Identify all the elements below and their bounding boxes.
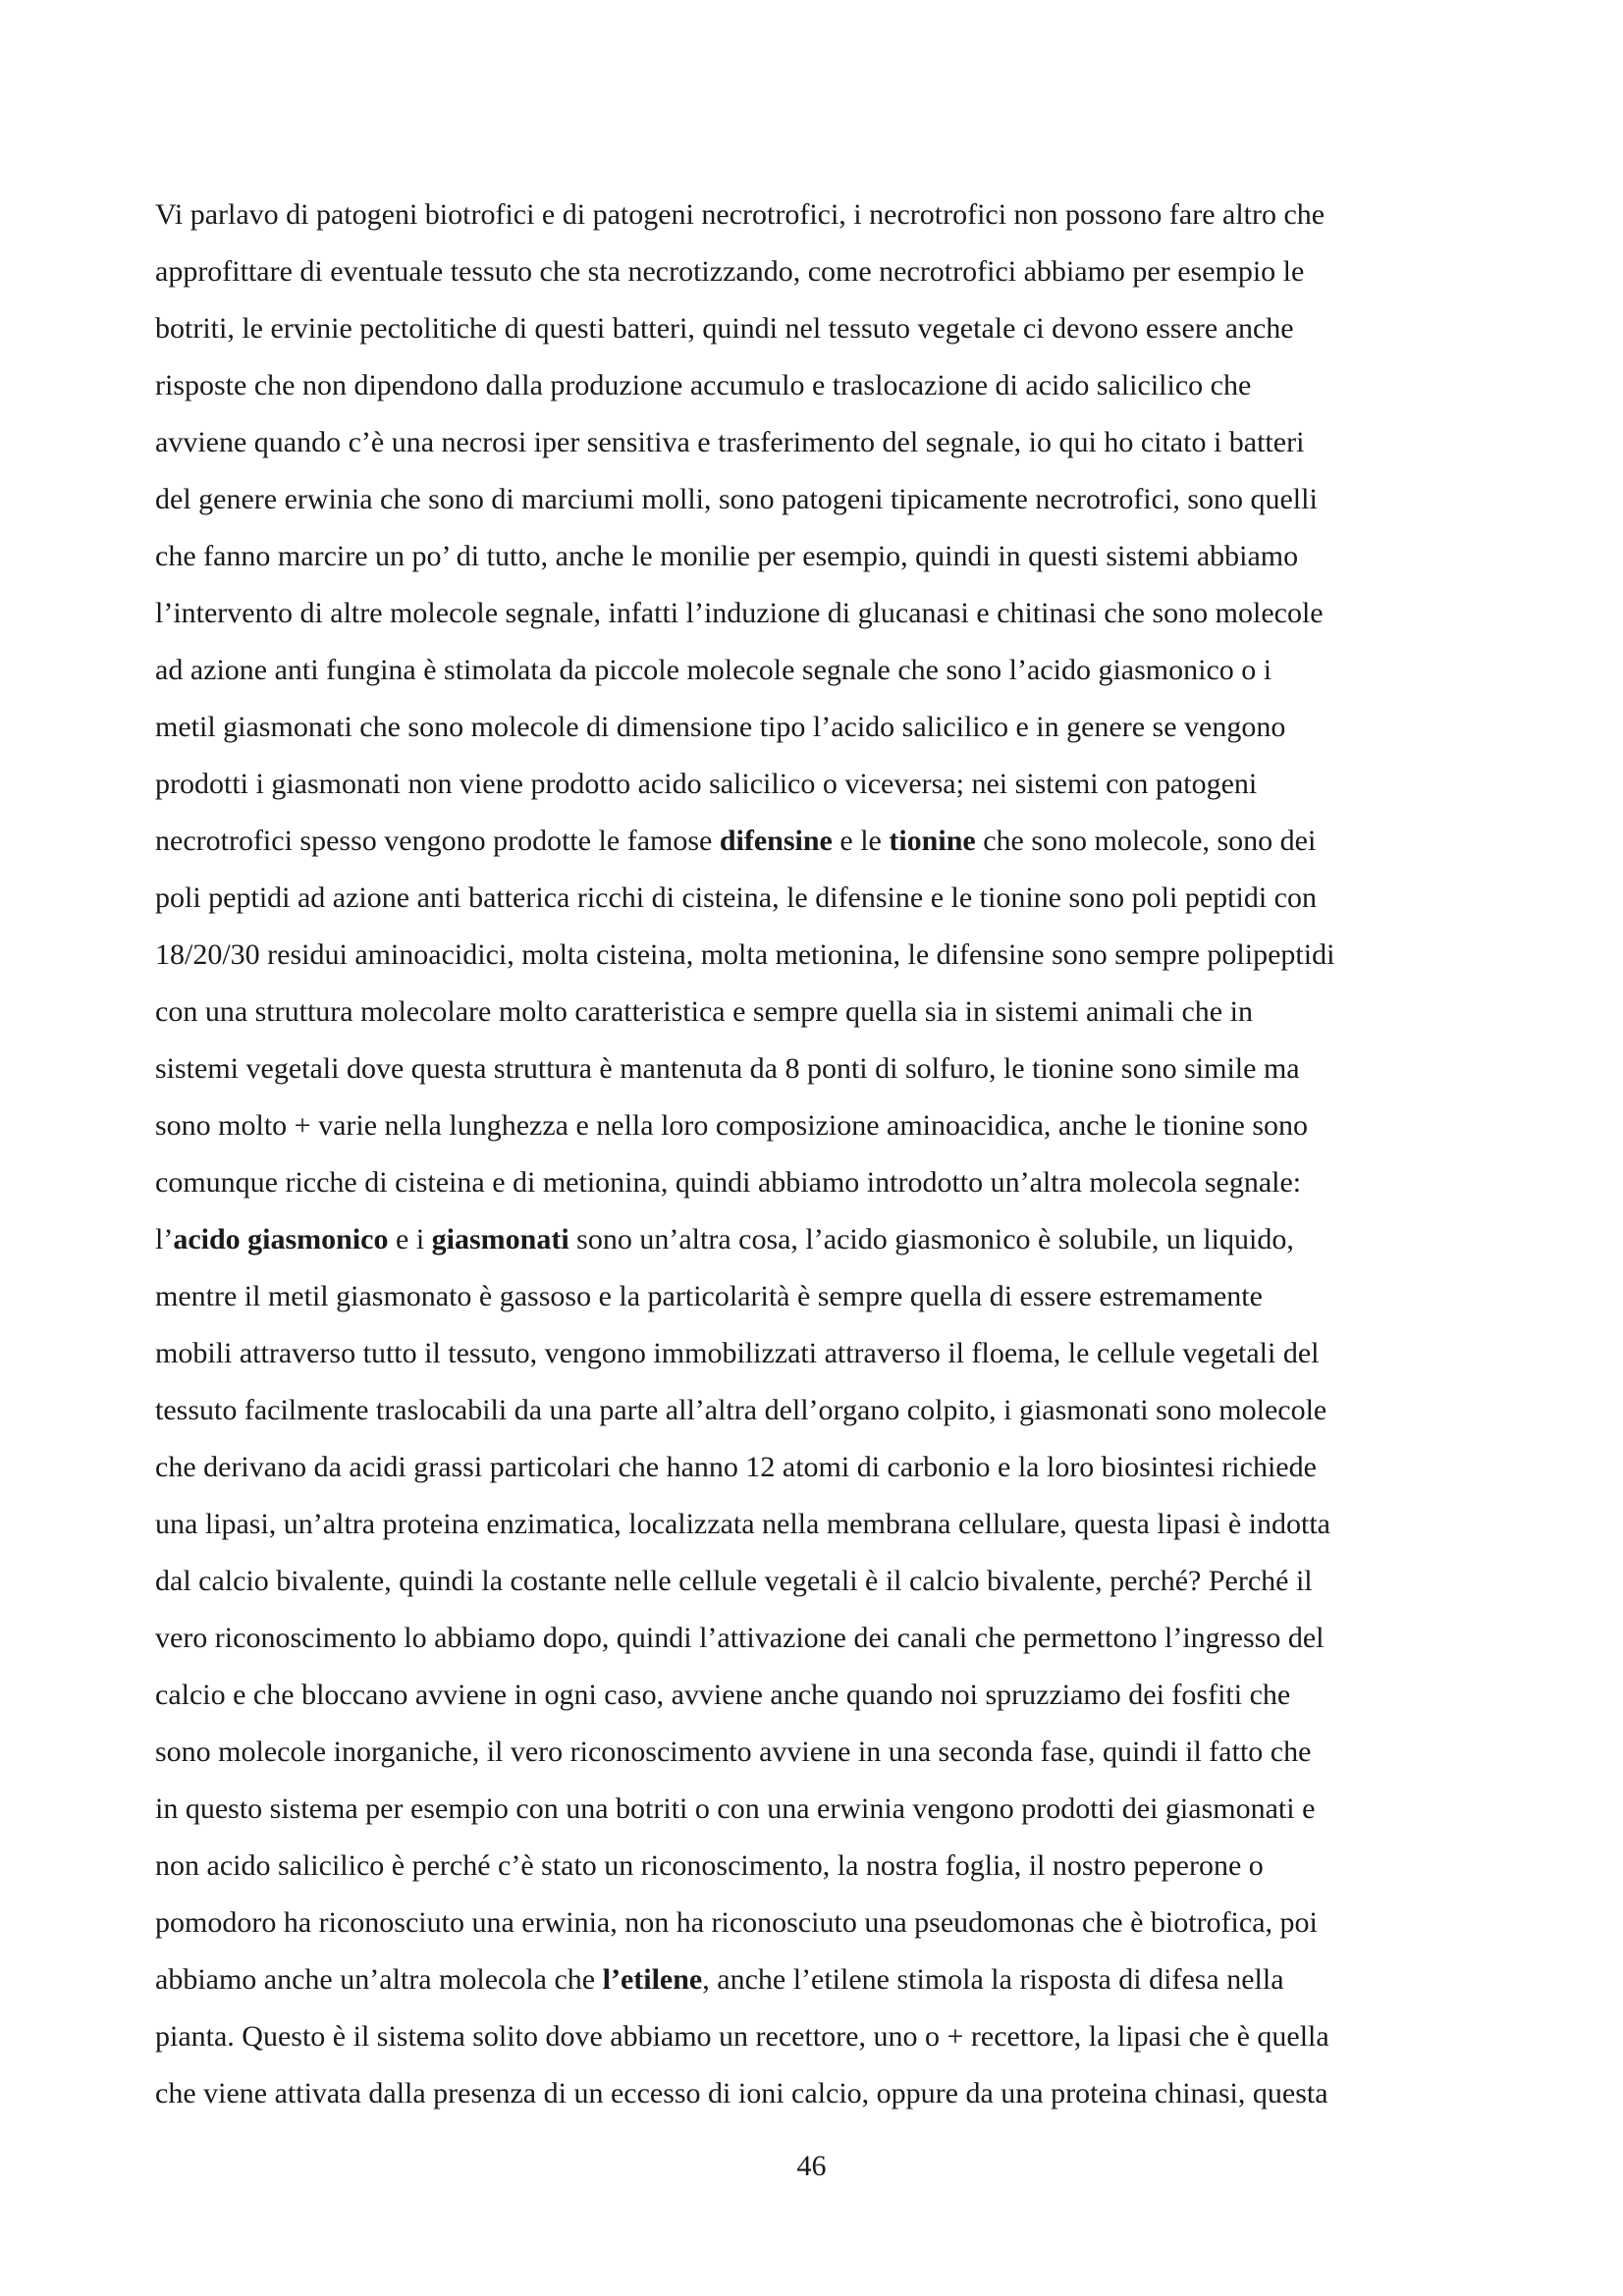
text-line: del genere erwinia che sono di marciumi molli, sono patogeni tipicamente necrotrofici, sono quelli [155,483,1318,515]
text-line: pomodoro ha riconosciuto una erwinia, non ha riconosciuto una pseudomonas che è biotrofica, poi [155,1906,1318,1939]
bold-term-giasmonati: giasmonati [431,1223,569,1255]
text-segment: e le [832,825,890,857]
text-line: botriti, le ervinie pectolitiche di questi batteri, quindi nel tessuto vegetale ci devono essere anche [155,312,1294,345]
text-line: non acido salicilico è perché c’è stato un riconoscimento, la nostra foglia, il nostro peperone o [155,1849,1264,1882]
bold-term-difensine: difensine [719,825,833,857]
text-line: poli peptidi ad azione anti batterica ricchi di cisteina, le difensine e le tionine sono poli peptidi con [155,881,1317,914]
page-number: 46 [796,2150,827,2182]
text-segment: sono un’altra cosa, l’acido giasmonico è solubile, un liquido, [568,1223,1294,1255]
text-line: mentre il metil giasmonato è gassoso e la particolarità è sempre quella di essere estremamente [155,1280,1263,1312]
text-line: in questo sistema per esempio con una botriti o con una erwinia vengono prodotti dei giasmonati e [155,1792,1316,1825]
text-line: una lipasi, un’altra proteina enzimatica, localizzata nella membrana cellulare, questa lipasi è indotta [155,1508,1330,1540]
text-line: dal calcio bivalente, quindi la costante nelle cellule vegetali è il calcio bivalente, perché? Perché il [155,1565,1313,1597]
text-segment: , anche l’etilene stimola la risposta di difesa nella [702,1963,1284,1996]
text-line [155,813,1481,870]
text-line: prodotti i giasmonati non viene prodotto acido salicilico o viceversa; nei sistemi con patogeni [155,768,1258,800]
text-line [155,1211,1481,1268]
text-line: pianta. Questo è il sistema solito dove abbiamo un recettore, uno o + recettore, la lipasi che è quella [155,2020,1329,2053]
bold-term-etilene: l’etilene [602,1963,703,1996]
text-line: mobili attraverso tutto il tessuto, vengono immobilizzati attraverso il floema, le cellule vegetali del [155,1337,1320,1369]
text-line [155,1951,1481,2008]
text-line: sono molto + varie nella lunghezza e nella loro composizione aminoacidica, anche le tionine sono [155,1109,1309,1142]
text-line: con una struttura molecolare molto caratteristica e sempre quella sia in sistemi animali che in [155,995,1253,1028]
text-line: avviene quando c’è una necrosi iper sensitiva e trasferimento del segnale, io qui ho citato i batteri [155,426,1305,458]
text-segment: che sono molecole, sono dei [975,825,1317,857]
text-line: approfittare di eventuale tessuto che sta necrotizzando, come necrotrofici abbiamo per esempio le [155,255,1305,288]
text-line: che fanno marcire un po’ di tutto, anche le monilie per esempio, quindi in questi sistemi abbiamo [155,540,1299,572]
text-line: sistemi vegetali dove questa struttura è mantenuta da 8 ponti di solfuro, le tionine sono simile ma [155,1052,1300,1085]
text-line: l’intervento di altre molecole segnale, infatti l’induzione di glucanasi e chitinasi che sono molecole [155,597,1324,629]
text-line: comunque ricche di cisteina e di metionina, quindi abbiamo introdotto un’altra molecola segnale: [155,1166,1302,1199]
text-line: vero riconoscimento lo abbiamo dopo, quindi l’attivazione dei canali che permettono l’ingresso del [155,1622,1325,1654]
text-line: che derivano da acidi grassi particolari che hanno 12 atomi di carbonio e la loro biosintesi richiede [155,1451,1317,1483]
text-line: che viene attivata dalla presenza di un eccesso di ioni calcio, oppure da una proteina chinasi, questa [155,2077,1328,2109]
text-line: 18/20/30 residui aminoacidici, molta cisteina, molta metionina, le difensine sono sempre polipeptidi [155,938,1335,971]
text-line: metil giasmonati che sono molecole di dimensione tipo l’acido salicilico e in genere se vengono [155,711,1286,743]
text-line: sono molecole inorganiche, il vero riconoscimento avviene in una seconda fase, quindi il fatto che [155,1735,1312,1768]
body-paragraph [155,187,1481,2122]
bold-term-acido-giasmonico: acido giasmonico [173,1223,389,1255]
text-segment: e i [388,1223,432,1255]
text-line: tessuto facilmente traslocabili da una parte all’altra dell’organo colpito, i giasmonati sono molecole [155,1394,1327,1426]
bold-term-tionine: tionine [889,825,976,857]
text-segment: abbiamo anche un’altra molecola che [155,1963,603,1996]
text-line: risposte che non dipendono dalla produzione accumulo e traslocazione di acido salicilico che [155,369,1252,401]
text-line: ad azione anti fungina è stimolata da piccole molecole segnale che sono l’acido giasmonico o i [155,654,1272,686]
text-segment: necrotrofici spesso vengono prodotte le famose [155,825,720,857]
text-line: calcio e che bloccano avviene in ogni caso, avviene anche quando noi spruzziamo dei fosfiti che [155,1679,1291,1711]
text-segment: l’ [155,1223,174,1255]
text-line: Vi parlavo di patogeni biotrofici e di patogeni necrotrofici, i necrotrofici non possono fare altro che [155,198,1325,231]
